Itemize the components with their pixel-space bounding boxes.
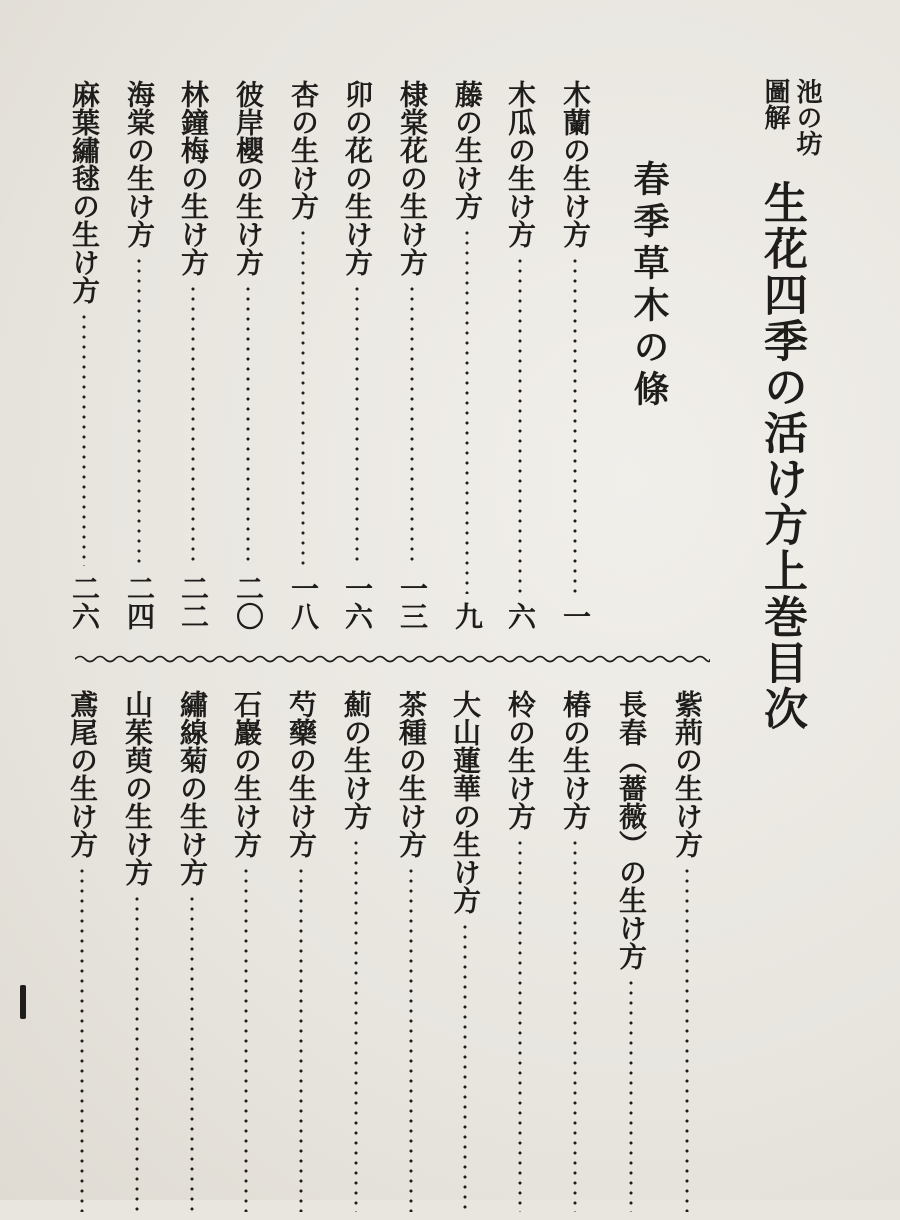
toc-entry[interactable] — [339, 690, 373, 1220]
toc-entry[interactable] — [120, 690, 154, 1220]
toc-entry-title: 長春（薔薇）の生け方 — [615, 690, 648, 970]
dot-leader — [518, 256, 522, 594]
toc-entry-title: 麻葉繡毬の生け方 — [68, 80, 101, 304]
toc-entry[interactable] — [65, 690, 99, 1220]
toc-entry[interactable] — [558, 690, 592, 1220]
toc-entry-title: 木瓜の生け方 — [504, 80, 537, 248]
toc-entry[interactable] — [558, 80, 592, 630]
dot-leader — [82, 312, 86, 566]
toc-entry[interactable] — [175, 690, 209, 1220]
toc-entry[interactable] — [395, 80, 429, 630]
wavy-divider — [75, 652, 710, 666]
school-name: 池の坊 — [792, 78, 822, 156]
toc-entry-title: 薊の生け方 — [340, 690, 373, 830]
toc-entry-title: 繡線菊の生け方 — [176, 690, 209, 886]
dot-leader — [190, 894, 194, 1212]
toc-entry-title: 林鐘梅の生け方 — [177, 80, 210, 276]
dot-leader — [410, 284, 414, 566]
toc-entry-title: 鳶尾の生け方 — [66, 690, 99, 858]
toc-entry-page: 二四 — [123, 574, 156, 630]
dot-leader — [629, 978, 633, 1212]
toc-entry[interactable] — [340, 80, 374, 630]
toc-entry-title: 海棠の生け方 — [123, 80, 156, 248]
dot-leader — [355, 284, 359, 566]
book-title: 生花四季の活け方上巻目次 — [756, 180, 807, 732]
toc-entry[interactable] — [231, 80, 265, 630]
dot-leader — [191, 284, 195, 566]
toc-entry-title: 芍藥の生け方 — [285, 690, 318, 858]
toc-entry-title: 椿の生け方 — [559, 690, 592, 830]
toc-entry-title: 藤の生け方 — [451, 80, 484, 220]
toc-entry-page: 二二 — [177, 574, 210, 630]
toc-entry[interactable] — [670, 690, 704, 1220]
toc-entry-page: 二〇 — [232, 574, 265, 630]
toc-entry-title: 大山蓮華の生け方 — [449, 690, 482, 914]
dot-leader — [573, 838, 577, 1212]
toc-entry[interactable] — [503, 80, 537, 630]
toc-entry-page: 二六 — [68, 574, 101, 630]
dot-leader — [80, 866, 84, 1212]
dot-leader — [463, 922, 467, 1212]
toc-entry-page: 一六 — [341, 574, 374, 630]
section-heading: 春季草木の條 — [628, 160, 670, 412]
dot-leader — [301, 228, 305, 566]
toc-entry[interactable] — [284, 690, 318, 1220]
dot-leader — [244, 866, 248, 1212]
toc-entry-page: 一三 — [396, 574, 429, 630]
dot-leader — [685, 866, 689, 1212]
toc-entry[interactable] — [122, 80, 156, 630]
toc-entry[interactable] — [229, 690, 263, 1220]
dot-leader — [299, 866, 303, 1212]
dot-leader — [465, 228, 469, 594]
dot-leader — [573, 256, 577, 594]
toc-entry-page: 九 — [451, 602, 484, 630]
illustrated-label: 圖解 — [760, 78, 790, 130]
toc-entry-title: 彼岸櫻の生け方 — [232, 80, 265, 276]
dot-leader — [137, 256, 141, 566]
toc-entry[interactable] — [286, 80, 320, 630]
toc-entry-page: 一 — [559, 602, 592, 630]
toc-entry[interactable] — [450, 80, 484, 630]
toc-entry[interactable] — [448, 690, 482, 1220]
toc-entry-title: 山茱萸の生け方 — [121, 690, 154, 886]
dot-leader — [409, 866, 413, 1212]
toc-entry-page: 一八 — [287, 574, 320, 630]
toc-entry-title: 棣棠花の生け方 — [396, 80, 429, 276]
toc-entry[interactable] — [67, 80, 101, 630]
dot-leader — [135, 894, 139, 1212]
toc-entry[interactable] — [614, 690, 648, 1220]
dot-leader — [246, 284, 250, 566]
toc-entry-title: 茶種の生け方 — [395, 690, 428, 858]
toc-entry-title: 木蘭の生け方 — [559, 80, 592, 248]
dot-leader — [354, 838, 358, 1212]
toc-entry-title: 紫荊の生け方 — [671, 690, 704, 858]
toc-entry[interactable] — [503, 690, 537, 1220]
dot-leader — [518, 838, 522, 1212]
toc-entry[interactable] — [394, 690, 428, 1220]
toc-entry-title: 卯の花の生け方 — [341, 80, 374, 276]
toc-entry-title: 石巖の生け方 — [230, 690, 263, 858]
toc-entry-page: 六 — [504, 602, 537, 630]
toc-entry[interactable] — [176, 80, 210, 630]
page-folio-mark — [20, 985, 26, 1019]
toc-entry-title: 杏の生け方 — [287, 80, 320, 220]
toc-entry-title: 柃の生け方 — [504, 690, 537, 830]
